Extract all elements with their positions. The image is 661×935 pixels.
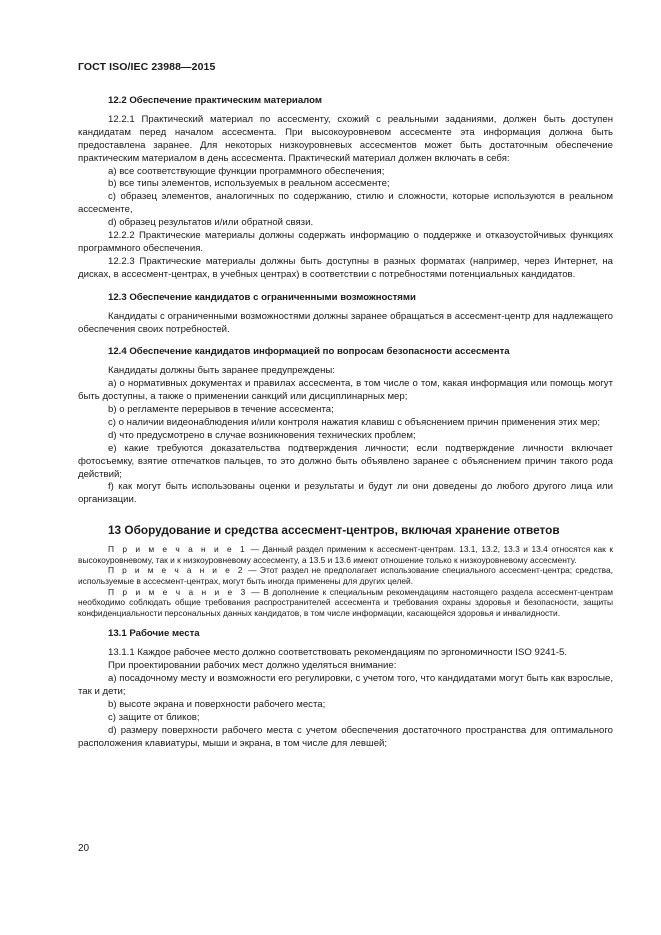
list-item-12-4-b: b) о регламенте перерывов в течение ассесмента; xyxy=(108,404,334,416)
list-item-13-1-b: b) высоте экрана и поверхности рабочего места; xyxy=(108,698,326,710)
list-item-13-1-a: a) посадочному месту и возможности его регулировки, с учетом того, что кандидатами могут быть как взрослые, так и дети; xyxy=(78,673,613,698)
paragraph-13-1-1: 13.1.1 Каждое рабочее место должно соответствовать рекомендациям по эргономичности ISO 9241-5. xyxy=(108,647,568,659)
note-3-label: П р и м е ч а н и е 3 xyxy=(108,586,248,597)
section-title-12-4: 12.4 Обеспечение кандидатов информацией по вопросам безопасности ассесмента xyxy=(108,346,510,358)
note-1-label: П р и м е ч а н и е 1 xyxy=(108,544,248,555)
list-item-12-4-c: c) о наличии видеонаблюдения и/или контроля нажатия клавиш с объяснением причин применения этих мер; xyxy=(108,416,601,428)
paragraph-12-2-1: 12.2.1 Практический материал по ассесменту, схожий с реальными заданиями, должен быть доступен кандидатам перед началом ассесмента. При высокоуровневом ассесменте эта информация должна быть предоставлена заранее. Для некоторых низкоуровневых ассесментов может быть достаточным обеспечение практическим материалом в день ассесмента. Практический материал должен включать в себя: xyxy=(78,113,613,164)
note-3-text: — В дополнение к специальным рекомендациям настоящего раздела ассесмент-центрам необходимо соблюдать общие требования распространителей ассесмента и требования охраны здоровья и безопасности, защиты конфиденциальности персональных данных кандидатов, в том числе информации, касающейся здоровья и инвалидности. xyxy=(78,586,613,618)
list-item-13-1-d: d) размеру поверхности рабочего места с учетом обеспечения достаточного пространства для оптимального расположения клавиатуры, мыши и экрана, в том числе для левшей; xyxy=(78,724,613,749)
paragraph-12-2-2: 12.2.2 Практические материалы должны содержать информацию о поддержке и отказоустойчивых функциях программного обеспечения. xyxy=(78,230,613,254)
page-number: 20 xyxy=(78,843,90,854)
list-item-12-2-d: d) образец результатов и/или обратной связи. xyxy=(108,217,314,229)
list-item-12-2-a: a) все соответствующие функции программного обеспечения; xyxy=(108,165,385,177)
note-3 xyxy=(78,587,613,619)
note-1-text: — Данный раздел применим к ассесмент-центрам. 13.1, 13.2, 13.3 и 13.4 относятся как к высокоуровневому, так и к низкоуровневому ассесменту, а 13.5 и 13.6 имеют отношение только к низкоуровневому ассесменту. xyxy=(78,544,613,565)
paragraph-13-1-intro: При проектировании рабочих мест должно уделяться внимание: xyxy=(108,660,397,672)
list-item-12-4-f: f) как могут быть использованы оценки и результаты и будут ли они доведены до любого другого лица или организации. xyxy=(78,481,613,506)
note-2-label: П р и м е ч а н и е 2 xyxy=(108,565,245,576)
list-item-12-2-c: c) образец элементов, аналогичных по содержанию, стилю и сложности, которые используются в реальном ассесменте, xyxy=(78,191,613,216)
list-item-12-2-b: b) все типы элементов, используемых в реальном ассесменте; xyxy=(108,178,390,190)
note-2 xyxy=(78,565,613,586)
note-2-text: — Этот раздел не предполагает использование специального ассесмент-центра; средства, используемые в ассесмент-центрах, могут быть иногда применены для других целей. xyxy=(78,565,613,587)
list-item-12-4-e: e) какие требуются доказательства подтверждения личности; если подтверждение личности включает фотосъемку, взятие отпечатков пальцев, то это должно быть объявлено заранее с объяснением причин такого рода действий; xyxy=(78,442,613,480)
section-title-12-3: 12.3 Обеспечение кандидатов с ограниченными возможностями xyxy=(108,291,416,303)
document-header: ГОСТ ISO/IEC 23988—2015 xyxy=(78,61,216,73)
list-item-12-4-a: a) о нормативных документах и правилах ассесмента, в том числе о том, какая информация или помощь могут быть доступны, а также о применении санкций или дисциплинарных мер; xyxy=(78,378,613,403)
note-1 xyxy=(78,544,613,565)
section-title-12-2: 12.2 Обеспечение практическим материалом xyxy=(108,95,322,106)
section-title-13-1: 13.1 Рабочие места xyxy=(108,628,200,640)
paragraph-12-2-3: 12.2.3 Практические материалы должны быть доступны в разных форматах (например, через Интернет, на дисках, в ассесмент-центрах, в учебных центрах) в соответствии с потребностями потенциальных кандидатов. xyxy=(78,255,613,280)
list-item-13-1-c: c) защите от бликов; xyxy=(108,711,200,723)
document-body xyxy=(78,93,613,751)
paragraph-12-3: Кандидаты с ограниченными возможностями должны заранее обращаться в ассесмент-центр для надлежащего обеспечения своих потребностей. xyxy=(78,310,613,335)
section-title-13: 13 Оборудование и средства ассесмент-центров, включая хранение ответов xyxy=(108,523,560,538)
list-item-12-4-d: d) что предусмотрено в случае возникновения технических проблем; xyxy=(108,429,416,441)
paragraph-12-4: Кандидаты должны быть заранее предупреждены: xyxy=(108,365,335,377)
